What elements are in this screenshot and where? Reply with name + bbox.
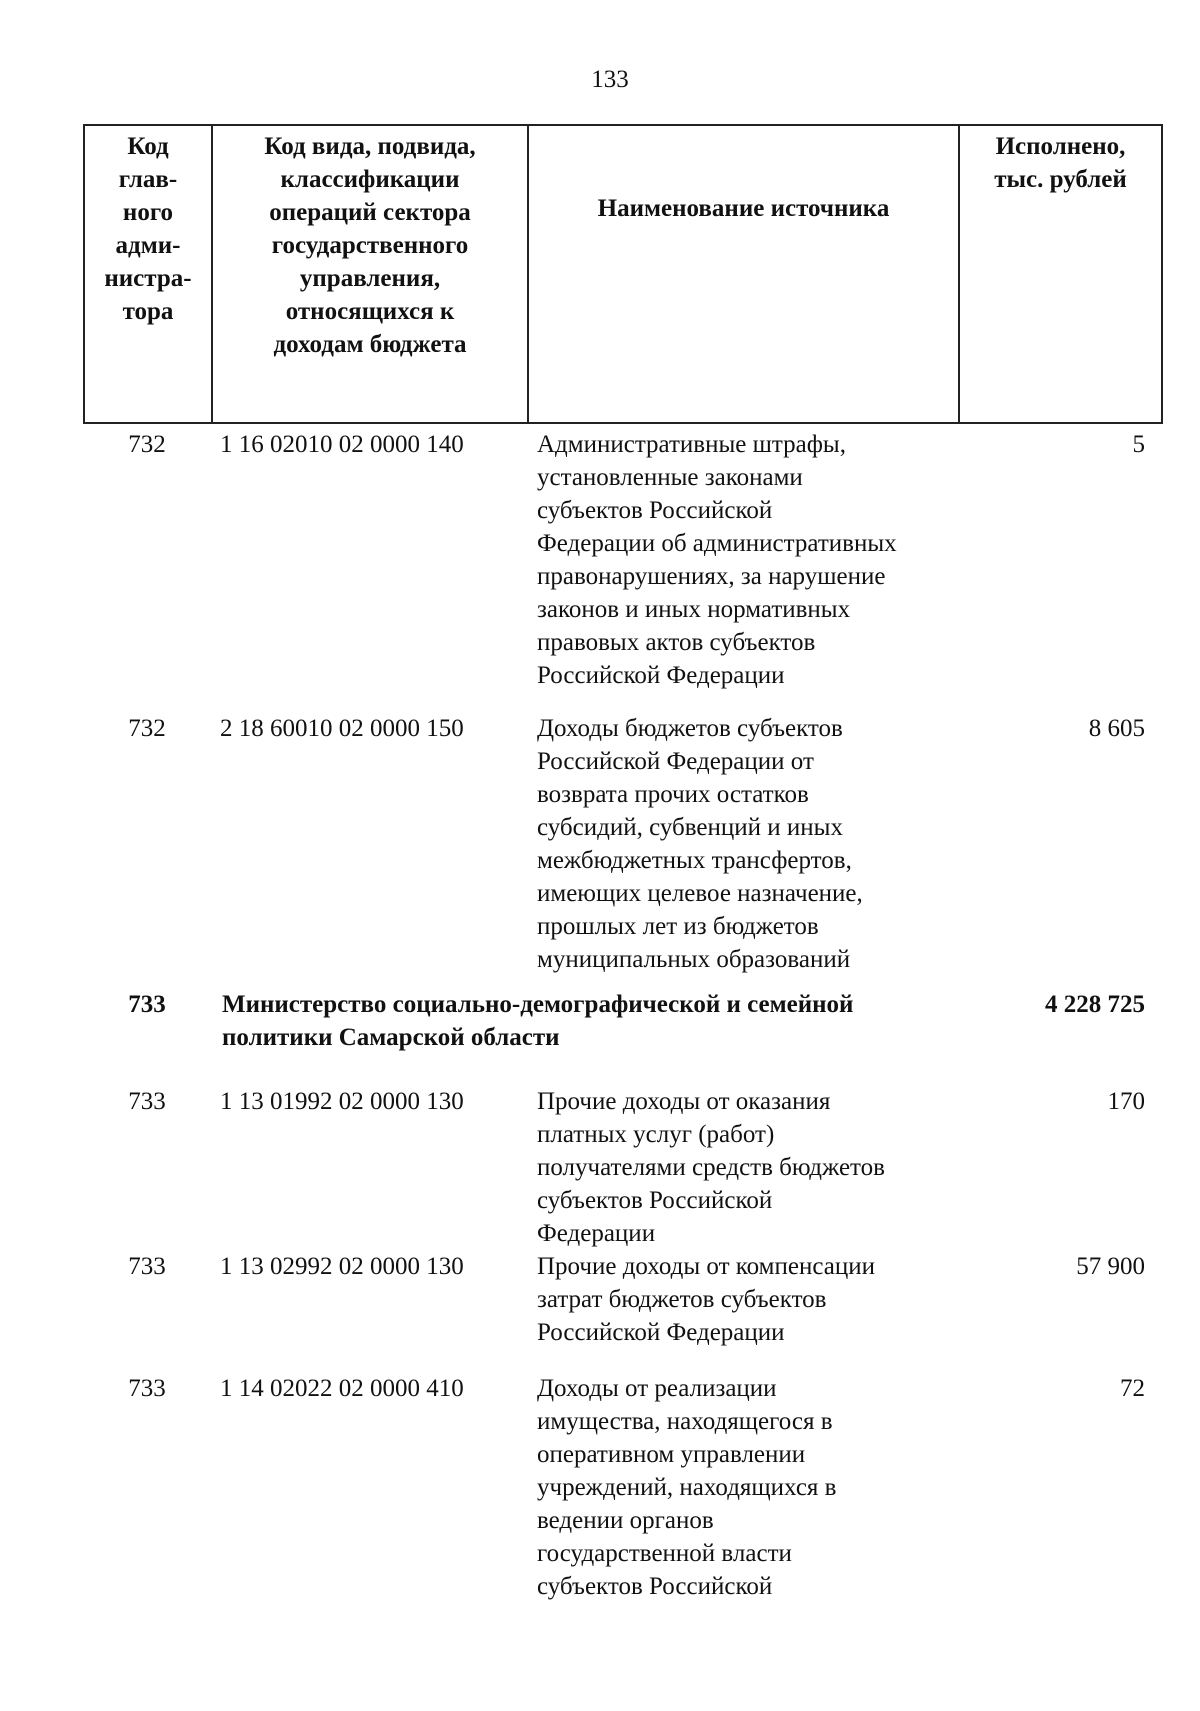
row-amount: 5 (1132, 431, 1145, 458)
row-classification-code: 1 16 02010 02 0000 140 (220, 431, 464, 458)
row-source-name: Доходы бюджетов субъектов Российской Федерации от возврата прочих остатков субсидий, субвенций и иных межбюджетных трансфертов, имеющих целевое назначение, прошлых лет из бюджетов муниципальных образований (537, 715, 863, 973)
table-header (83, 124, 1163, 424)
row-classification-code: 2 18 60010 02 0000 150 (220, 715, 464, 742)
header-source-name: Наименование источника (529, 126, 960, 422)
row-admin-code: 733 (128, 1088, 166, 1115)
row-amount: 57 900 (1076, 1253, 1145, 1280)
header-admin-code: Код глав- ного адми- нистра- тора (85, 126, 213, 422)
row-admin-code: 733 (128, 1253, 166, 1280)
row-classification-code: 1 13 02992 02 0000 130 (220, 1253, 464, 1280)
row-source-name: Прочие доходы от оказания платных услуг (работ) получателями средств бюджетов субъектов Российской Федерации (537, 1088, 885, 1247)
section-amount: 4 228 725 (1045, 991, 1145, 1018)
row-amount: 8 605 (1088, 715, 1145, 742)
page-number: 133 (591, 66, 629, 93)
row-amount: 72 (1120, 1375, 1145, 1402)
row-classification-code: 1 13 01992 02 0000 130 (220, 1088, 464, 1115)
section-title: Министерство социально-демографической и семейной политики Самарской области (222, 991, 854, 1051)
row-admin-code: 733 (128, 1375, 166, 1402)
row-admin-code: 732 (128, 715, 166, 742)
row-source-name: Доходы от реализации имущества, находящегося в оперативном управлении учреждений, находящихся в ведении органов государственной власти субъектов Российской (537, 1375, 837, 1600)
row-amount: 170 (1107, 1088, 1145, 1115)
row-source-name: Административные штрафы, установленные законами субъектов Российской Федерации об административных правонарушениях, за нарушение законов и иных нормативных правовых актов субъектов Российской Федерации (537, 431, 897, 689)
header-executed-amount: Исполнено, тыс. рублей (994, 133, 1127, 193)
section-admin-code: 733 (128, 991, 166, 1018)
row-admin-code: 732 (128, 431, 166, 458)
header-classification-code: Код вида, подвида, классификации операций сектора государственного управления, относящихся к доходам бюджета (213, 126, 529, 422)
row-classification-code: 1 14 02022 02 0000 410 (220, 1375, 464, 1402)
row-source-name: Прочие доходы от компенсации затрат бюджетов субъектов Российской Федерации (537, 1253, 875, 1346)
